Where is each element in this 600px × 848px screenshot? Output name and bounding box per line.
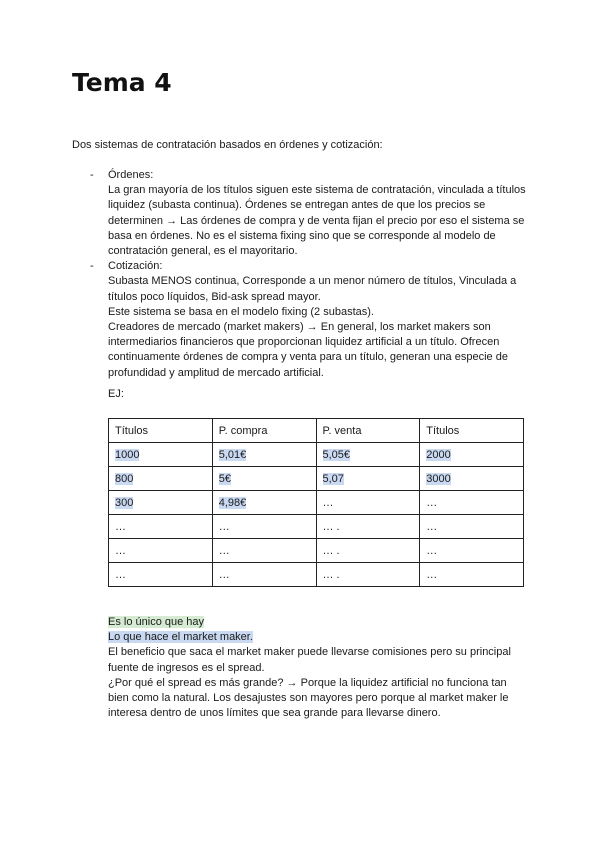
table-cell: … [420, 491, 524, 515]
bullet-list [90, 168, 530, 381]
table-cell: … . [316, 539, 420, 563]
table-cell [212, 467, 316, 491]
table-row [109, 515, 524, 539]
table-cell: … . [316, 515, 420, 539]
table-cell: … [212, 515, 316, 539]
table-header-cell: P. compra [212, 419, 316, 443]
highlighted-value: 800 [115, 472, 134, 485]
table-cell: … [109, 515, 213, 539]
bullet-marker: - [90, 169, 94, 181]
quote-table [108, 418, 524, 587]
highlighted-note: Lo que hace el market maker. [108, 631, 253, 644]
table-cell: … [109, 539, 213, 563]
table-cell: … [109, 563, 213, 587]
table-cell: … [420, 515, 524, 539]
table-row [109, 467, 524, 491]
bullet-text: La gran mayoría de los títulos siguen este sistema de contratación, vinculada a títulos liquidez (subasta continua). Órdenes se entregan antes de que los precios se determinen → Las órdenes de compra y de venta fijan el precio por eso el sistema se basa en órdenes. No es el sistema fixing sino que se corresponde al modelo de contratación general, es el mayoritario. [108, 184, 526, 258]
table-row [109, 539, 524, 563]
table-header-row [109, 419, 524, 443]
notes-section [108, 615, 528, 721]
highlighted-note: Es lo único que hay [108, 616, 205, 628]
intro-text: Dos sistemas de contratación basados en órdenes y cotización: [72, 139, 383, 151]
table-cell [212, 491, 316, 515]
page-title: Tema 4 [72, 68, 172, 97]
table-header-cell: P. venta [316, 419, 420, 443]
bullet-text: Subasta MENOS continua, Corresponde a un menor número de títulos, Vinculada a títulos poco líquidos, Bid-ask spread mayor. [108, 275, 517, 303]
bullet-cotizacion [90, 259, 530, 381]
highlighted-value: 1000 [115, 448, 140, 461]
bullet-heading: Órdenes: [108, 169, 154, 181]
table-cell [109, 467, 213, 491]
example-label: EJ: [108, 388, 124, 400]
table-cell [316, 467, 420, 491]
table-header-cell: Títulos [109, 419, 213, 443]
note-line [108, 630, 528, 645]
highlighted-value: 5,07 [322, 472, 344, 485]
table-cell [109, 491, 213, 515]
table-cell: … [212, 563, 316, 587]
bullet-heading: Cotización: [108, 260, 163, 273]
table-row [109, 563, 524, 587]
highlighted-value: 4,98€ [218, 496, 247, 509]
table-cell [420, 467, 524, 491]
table-cell: … [316, 491, 420, 515]
highlighted-value: 3000 [426, 472, 451, 485]
table-cell [212, 443, 316, 467]
table-row [109, 491, 524, 515]
highlighted-value: 5€ [218, 472, 231, 485]
bullet-text: Este sistema se basa en el modelo fixing (2 subastas). [108, 305, 374, 318]
highlighted-value: 5,01€ [218, 448, 247, 461]
table-cell: … [420, 563, 524, 587]
table-cell: … [420, 539, 524, 563]
table-cell [109, 443, 213, 467]
highlighted-value: 300 [115, 496, 134, 509]
note-paragraph: ¿Por qué el spread es más grande? → Porque la liquidez artificial no funciona tan bien como la natural. Los desajustes son mayores pero porque al market maker le interesa dentro de unos límites que sea grande para llevarse dinero. [108, 676, 509, 720]
bullet-marker: - [90, 260, 94, 273]
table-cell [316, 443, 420, 467]
bullet-ordenes [90, 168, 530, 259]
highlighted-value: 2000 [426, 448, 451, 461]
highlighted-value: 5,05€ [322, 448, 351, 461]
table-cell: … . [316, 563, 420, 587]
note-paragraph: El beneficio que saca el market maker puede llevarse comisiones pero su principal fuente de ingresos es el spread. [108, 646, 511, 674]
table-header-cell: Títulos [420, 419, 524, 443]
bullet-text: Creadores de mercado (market makers) → En general, los market makers son intermediarios financieros que proporcionan liquidez artificial a un título. Ofrecen continuamente órdenes de compra y venta para un título, generan una especie de profundidad y amplitud de mercado artificial. [108, 321, 508, 379]
table-cell: … [212, 539, 316, 563]
table-cell [420, 443, 524, 467]
table-row [109, 443, 524, 467]
note-line [108, 615, 528, 630]
